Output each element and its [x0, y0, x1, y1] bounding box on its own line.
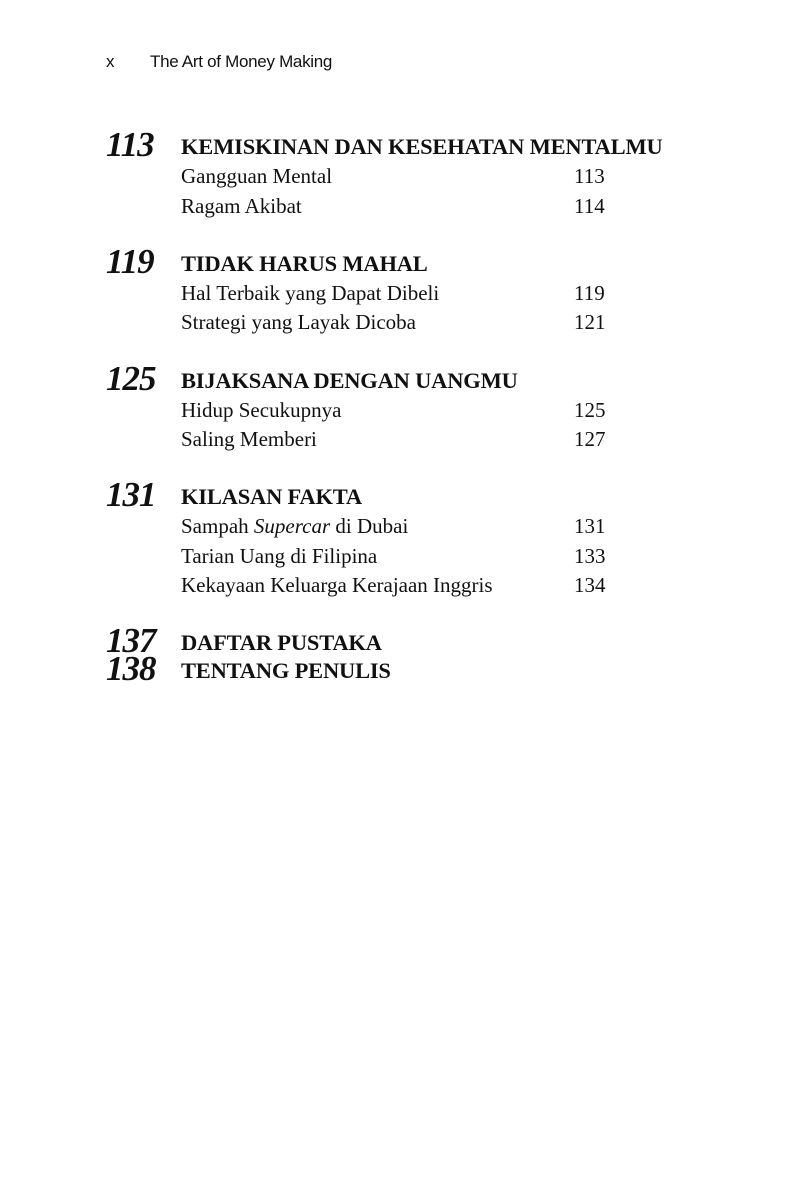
- entry-label: [181, 512, 408, 541]
- toc-entry: [181, 542, 611, 571]
- entry-page-number: 127: [574, 427, 606, 451]
- entry-label: Tarian Uang di Filipina: [181, 544, 378, 568]
- entry-page-number: 133: [574, 544, 606, 568]
- toc-entry: [181, 279, 611, 308]
- entry-page-number: 121: [574, 310, 606, 334]
- chapter-page-number: 119: [106, 242, 154, 281]
- entry-page-number: 113: [574, 164, 605, 188]
- toc-entry: [181, 425, 611, 454]
- entry-label-end: di Dubai: [330, 514, 409, 538]
- chapter-title: KILASAN FAKTA: [181, 484, 362, 509]
- entry-label: Kekayaan Keluarga Kerajaan Inggris: [181, 573, 493, 597]
- entry-label: Saling Memberi: [181, 427, 317, 451]
- chapter-title: BIJAKSANA DENGAN UANGMU: [181, 368, 518, 393]
- entry-page-number: 134: [574, 573, 606, 597]
- chapter-page-number: 131: [106, 475, 156, 514]
- toc-entry: [181, 308, 611, 337]
- entry-label-start: Sampah: [181, 514, 254, 538]
- chapter-page-number: 137: [106, 621, 156, 660]
- entry-page-number: 119: [574, 281, 605, 305]
- running-head: [106, 52, 332, 72]
- toc-entry: [181, 162, 611, 191]
- chapter-page-number: 125: [106, 359, 156, 398]
- chapter-page-number: 113: [106, 125, 154, 164]
- page-folio: x: [106, 52, 115, 71]
- entry-label: Strategi yang Layak Dicoba: [181, 310, 416, 334]
- entry-label: Gangguan Mental: [181, 164, 333, 188]
- entry-label-italic: Supercar: [253, 514, 331, 538]
- toc-entry: [181, 512, 611, 541]
- entry-label: Hal Terbaik yang Dapat Dibeli: [181, 281, 440, 305]
- book-title: The Art of Money Making: [150, 52, 333, 71]
- chapter-page-number: 138: [106, 649, 156, 688]
- toc-entry: [181, 192, 611, 221]
- entry-page-number: 114: [574, 194, 605, 218]
- chapter-title: KEMISKINAN DAN KESEHATAN MENTALMU: [181, 134, 663, 159]
- chapter-title: TIDAK HARUS MAHAL: [181, 251, 428, 276]
- toc-entry: [181, 396, 611, 425]
- entry-label: Ragam Akibat: [181, 194, 302, 218]
- entry-label: Hidup Secukupnya: [181, 398, 342, 422]
- chapter-title: DAFTAR PUSTAKA: [181, 630, 382, 655]
- toc-entry: [181, 571, 611, 600]
- entry-page-number: 125: [574, 398, 606, 422]
- entry-page-number: 131: [574, 514, 606, 538]
- chapter-title: TENTANG PENULIS: [181, 658, 391, 683]
